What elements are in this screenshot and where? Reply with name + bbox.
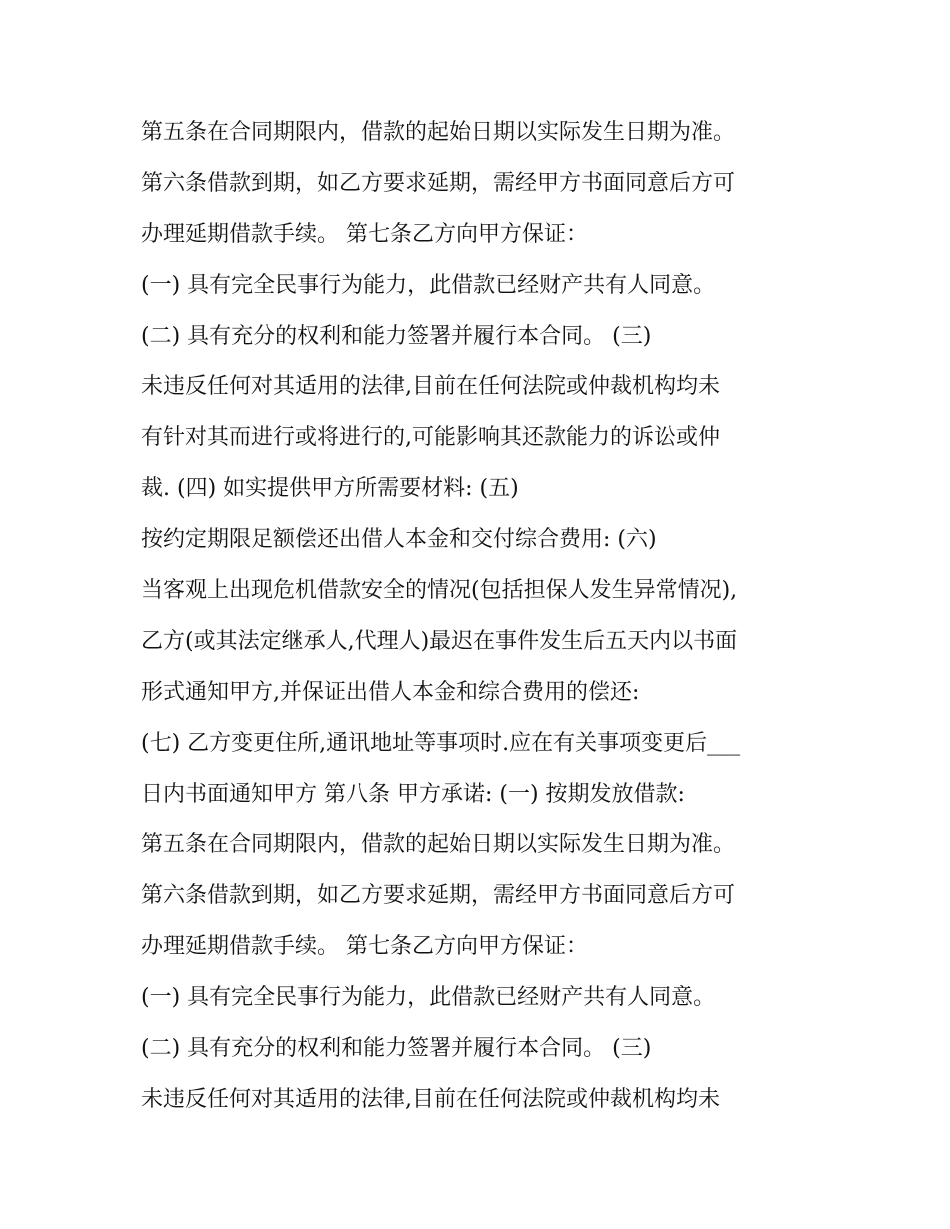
text-line: 第六条借款到期，如乙方要求延期，需经甲方书面同意后方可 [141,883,736,909]
text-line: (一) 具有完全民事行为能力，此借款已经财产共有人同意。 [141,272,716,298]
text-line: 办理延期借款手续。 第七条乙方向甲方保证： [141,934,588,960]
text-line: 按约定期限足额偿还出借人本金和交付综合费用: (六) [141,527,657,553]
text-line: 有针对其而进行或将进行的,可能影响其还款能力的诉讼或仲 [141,425,720,451]
text-line: 未违反任何对其适用的法律,目前在任何法院或仲裁机构均未 [141,1086,720,1112]
text-line: 乙方(或其法定继承人,代理人)最迟在事件发生后五天内以书面 [141,628,738,654]
text-line: (二) 具有充分的权利和能力签署并履行本合同。 (三) [141,323,652,349]
text-line: 第五条在合同期限内，借款的起始日期以实际发生日期为准。 [141,120,736,145]
text-line: (七) 乙方变更住所,通讯地址等事项时.应在有关事项变更后___ [141,730,741,756]
text-line: 日内书面通知甲方 第八条 甲方承诺: (一) 按期发放借款: [141,781,685,807]
text-line: 当客观上出现危机借款安全的情况(包括担保人发生异常情况), [141,578,738,604]
text-line: 形式通知甲方,并保证出借人本金和综合费用的偿还: [141,679,640,705]
text-line: 未违反任何对其适用的法律,目前在任何法院或仲裁机构均未 [141,374,720,400]
text-line: 办理延期借款手续。 第七条乙方向甲方保证： [141,221,588,247]
text-line: (二) 具有充分的权利和能力签署并履行本合同。 (三) [141,1036,652,1062]
contract-text [141,108,821,1126]
text-line: 第六条借款到期，如乙方要求延期，需经甲方书面同意后方可 [141,170,736,196]
text-line: 裁. (四) 如实提供甲方所需要材料: (五) [141,476,519,502]
text-line: 第五条在合同期限内，借款的起始日期以实际发生日期为准。 [141,832,736,858]
text-line: (一) 具有完全民事行为能力，此借款已经财产共有人同意。 [141,985,716,1011]
